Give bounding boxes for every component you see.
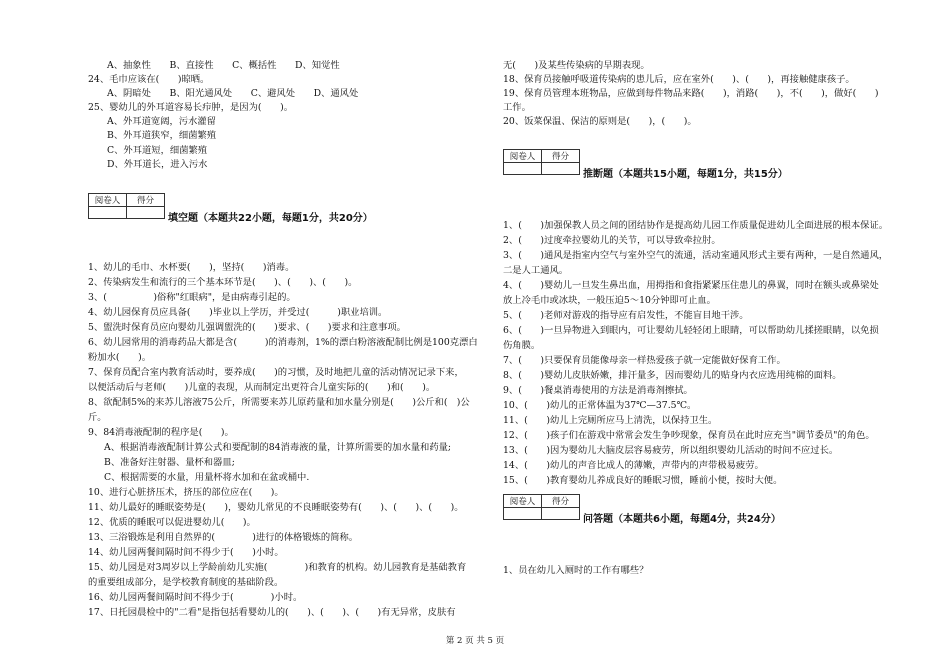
question-line: 放上冷毛巾或冰块，一般压迫5～10分钟即可止血。 [503,295,716,306]
question-line: 1、员在幼儿入厕时的工作有哪些？ [503,565,649,576]
question-line: B、外耳道狭窄，细菌繁殖 [107,130,217,141]
question-line: 13、三浴锻炼是利用自然界的( )进行的体格锻炼的简称。 [88,532,359,543]
score-label: 得分 [542,495,580,508]
reviewer-label: 阅卷人 [89,194,127,207]
question-line: 粉加水( )。 [88,352,152,363]
reviewer-label: 阅卷人 [504,150,542,163]
question-line: 9、84消毒液配制的程序是( )。 [88,427,234,438]
question-line: 10、进行心脏挤压术，挤压的部位应在( )。 [88,487,284,498]
question-line: C、根据需要的水量，用量杯将水加和在盆或桶中. [104,472,310,483]
page-footer: 第 2 页 共 5 页 [445,636,505,646]
question-line: A、外耳道宽阔，污水灌留 [107,116,216,127]
question-line: 10、( )幼儿的正常体温为37℃—37.5℃。 [503,400,697,411]
question-line: 20、饭菜保温、保洁的原则是( )，( )。 [503,116,697,127]
reviewer-label: 阅卷人 [504,495,542,508]
question-line: 7、( )只要保育员能像母亲一样热爱孩子就一定能做好保育工作。 [503,355,786,366]
question-line: 4、( )婴幼儿一旦发生鼻出血，用拇指和食指紧紧压住患儿的鼻翼，同时在额头或鼻梁处 [503,280,879,291]
score-cell [127,207,165,219]
section-title: 推断题（本题共15小题，每题1分，共15分） [583,169,788,180]
score-table [88,193,165,219]
question-line: B、准备好注射器、量杯和器皿; [104,457,235,468]
question-line: 5、盥洗时保育员应向婴幼儿强调盥洗的( )要求、( )要求和注意事项。 [88,322,406,333]
reviewer-cell [504,508,542,520]
question-line: 伤角膜。 [503,340,541,351]
question-line: 16、幼儿园两餐间隔时间不得少于( )小时。 [88,592,303,603]
question-line: 11、( )幼儿上完厕所应马上清洗，以保持卫生。 [503,415,718,426]
question-line: 3、( )俗称"红眼病"，是由病毒引起的。 [88,292,296,303]
question-line: 1、( )加强保教人员之间的团结协作是提高幼儿园工作质量促进幼儿全面进展的根本保证。 [503,220,889,231]
question-line: 14、( )幼儿的声音比成人的薄嫩，声带内的声带极易疲劳。 [503,460,764,471]
section-title: 问答题（本题共6小题，每题4分，共24分） [583,514,781,525]
question-line: 12、优质的睡眠可以促进婴幼儿( )。 [88,517,256,528]
question-line: 无( )及某些传染病的早期表现。 [503,60,650,71]
score-cell [542,508,580,520]
question-line: 15、( )教育婴幼儿养成良好的睡眠习惯，睡前小便，按时大便。 [503,475,783,486]
question-line: C、外耳道短，细菌繁殖 [107,145,208,156]
question-line: 7、保育员配合室内教育活动时，要养成( )的习惯，及时地把儿童的活动情况记录下来， [88,367,464,378]
question-line: 12、( )孩子们在游戏中常常会发生争吵现象，保育员在此时应充当"调节委员"的角色。 [503,430,875,441]
question-line: 斤。 [88,412,107,423]
question-line: 二是人工通风。 [503,265,569,276]
reviewer-cell [89,207,127,219]
question-line: A、阴暗处 B、阳光通风处 C、避风处 D、通风处 [107,88,359,99]
question-line: 15、幼儿园是对3周岁以上学龄前幼儿实施( )和教育的机构。幼儿园教育是基础教育 [88,562,467,573]
question-line: 25、婴幼儿的外耳道容易长疖肿，是因为( )。 [88,102,294,113]
question-line: 11、幼儿最好的睡眠姿势是( )，婴幼儿常见的不良睡眠姿势有( )、( )、( )。 [88,502,464,513]
score-cell [542,163,580,175]
question-line: 8、( )婴幼儿皮肤娇嫩，排汗量多，因而婴幼儿的贴身内衣应选用纯棉的面料。 [503,370,842,381]
question-line: 以便活动后与老师( )儿童的表现，从而制定出更符合儿童实际的( )和( )。 [88,382,436,393]
question-line: 19、保育员管理本班物品，应做到每件物品来路( )，消路( )，不( )，做好( ) [503,88,879,99]
question-line: 1、幼儿的毛巾、水杯要( )，坚持( )消毒。 [88,262,295,273]
section-title: 填空题（本题共22小题，每题1分，共20分） [168,213,373,224]
question-line: A、根据消毒液配制计算公式和要配制的84消毒液的量，计算所需要的加水量和药量; [104,442,452,453]
question-line: 17、日托园晨检中的"二看"是指包括看婴幼儿的( )、( )、( )有无异常，皮肤有 [88,607,456,618]
question-line: 3、( )通风是指室内空气与室外空气的流通，活动室通风形式主要有两种，一是自然通风， [503,250,889,261]
score-table [503,149,580,175]
question-line: 4、幼儿园保育员应具备( )毕业以上学历，并受过( )职业培训。 [88,307,388,318]
score-table [503,494,580,520]
question-line: 24、毛巾应该在( )晾晒。 [88,74,210,85]
question-line: 13、( )因为婴幼儿大脑皮层容易疲劳，所以组织婴幼儿活动的时间不应过长。 [503,445,839,456]
question-line: 2、传染病发生和流行的三个基本环节是( )、( )、( )。 [88,277,358,288]
question-line: 工作。 [503,102,531,113]
question-line: 6、幼儿园常用的消毒药品大都是含( )的消毒剂，1%的漂白粉溶液配制比例是100克漂白 [88,337,478,348]
question-line: 5、( )老师对游戏的指导应有启发性，不能盲目地干涉。 [503,310,749,321]
score-label: 得分 [127,194,165,207]
reviewer-cell [504,163,542,175]
question-line: 的重要组成部分，是学校教育制度的基础阶段。 [88,577,284,588]
question-line: 9、( )餐桌消毒使用的方法是消毒剂擦拭。 [503,385,693,396]
score-label: 得分 [542,150,580,163]
question-line: 6、( )一旦异物进入到眼内，可让婴幼儿轻轻闭上眼睛，可以帮助幼儿揉搓眼睛，以免损 [503,325,879,336]
question-line: 2、( )过度牵拉婴幼儿的关节，可以导致牵拉肘。 [503,235,721,246]
question-line: D、外耳道长，进入污水 [107,159,208,170]
question-line: 18、保育员接触呼吸道传染病的患儿后，应在室外( )、( )，再接触健康孩子。 [503,74,855,85]
question-line: A、抽象性 B、直接性 C、概括性 D、知觉性 [107,60,340,71]
question-line: 14、幼儿园两餐间隔时间不得少于( )小时。 [88,547,284,558]
question-line: 8、欲配制5%的来苏儿溶液75公斤，所需要来苏儿原药量和加水量分别是( )公斤和( )公 [88,397,470,408]
